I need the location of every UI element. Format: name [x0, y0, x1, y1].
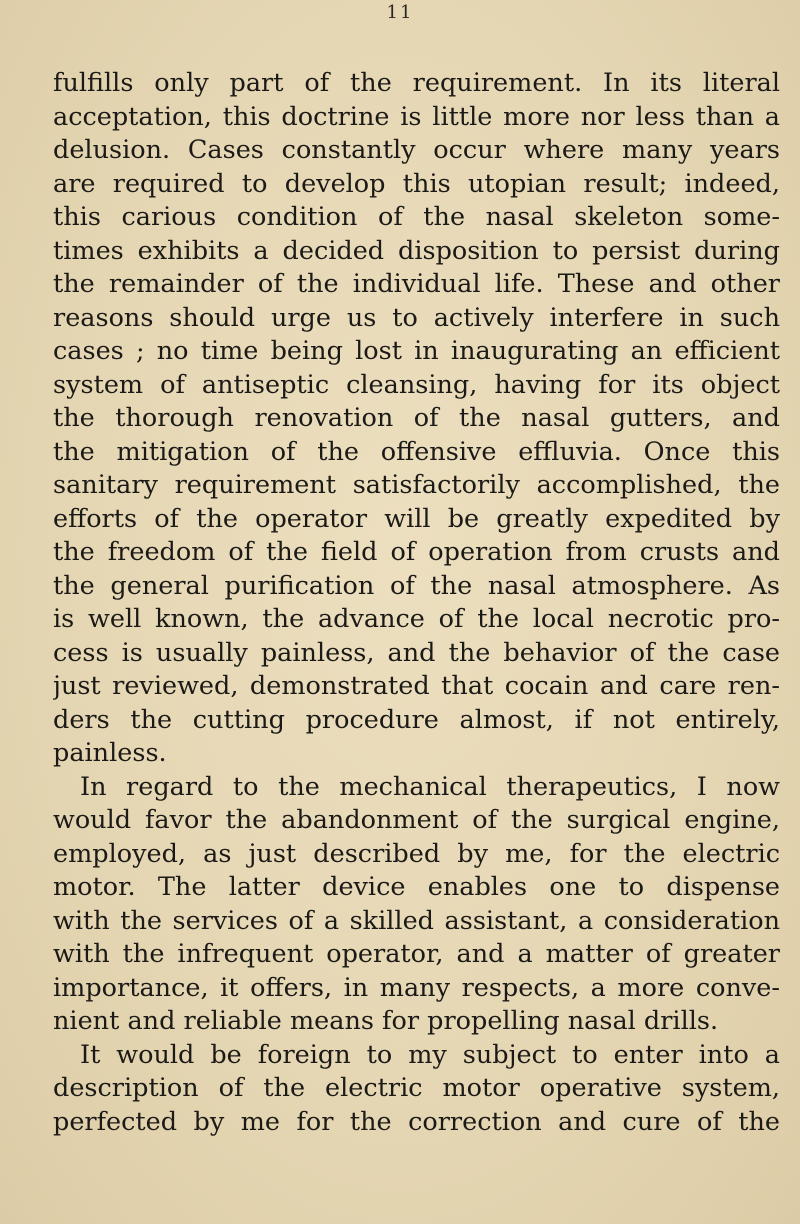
text-line: the freedom of the field of operation from crusts and — [53, 537, 780, 567]
text-line: are required to develop this utopian result; indeed, — [53, 168, 780, 199]
text-line: importance, it offers, in many respects, a more conve- — [53, 972, 780, 1003]
text-line: description of the electric motor operative system, — [53, 1073, 780, 1103]
text-line: reasons should urge us to actively interfere in such — [53, 302, 780, 333]
page-number: 11 — [386, 2, 414, 23]
text-line: this carious condition of the nasal skeleton some- — [53, 202, 780, 232]
text-line: times exhibits a decided disposition to persist during — [53, 235, 780, 266]
text-line: the thorough renovation of the nasal gutters, and — [53, 403, 780, 433]
text-line: would favor the abandonment of the surgical engine, — [53, 805, 780, 835]
text-line: the mitigation of the offensive effluvia. Once this — [53, 436, 780, 467]
text-line: just reviewed, demonstrated that cocain and care ren- — [53, 671, 780, 701]
text-line: cases ; no time being lost in inaugurating an efficient — [53, 336, 780, 366]
text-line: cess is usually painless, and the behavior of the case — [53, 637, 780, 668]
paragraph-start-line: In regard to the mechanical therapeutics, I now — [80, 771, 780, 802]
text-line: with the infrequent operator, and a matter of greater — [53, 939, 780, 969]
text-line: nient and reliable means for propelling nasal drills. — [53, 1006, 719, 1036]
body-text — [53, 67, 780, 1139]
text-line: with the services of a skilled assistant, a consideration — [53, 905, 780, 936]
text-line: system of antiseptic cleansing, having for its object — [53, 369, 780, 400]
text-line: is well known, the advance of the local necrotic pro- — [53, 604, 780, 634]
paragraph-start-line: It would be foreign to my subject to enter into a — [80, 1039, 780, 1070]
text-line: acceptation, this doctrine is little more nor less than a — [53, 101, 780, 132]
text-line: sanitary requirement satisfactorily accomplished, the — [53, 470, 780, 500]
text-line: perfected by me for the correction and cure of the — [53, 1106, 780, 1137]
text-line: fulfills only part of the requirement. In its literal — [53, 68, 780, 98]
text-line: motor. The latter device enables one to dispense — [53, 872, 780, 902]
text-line: efforts of the operator will be greatly expedited by — [53, 503, 780, 534]
text-line: ders the cutting procedure almost, if not entirely, — [53, 704, 780, 735]
text-line: employed, as just described by me, for the electric — [53, 838, 780, 869]
text-line: painless. — [53, 738, 167, 768]
text-line: the remainder of the individual life. These and other — [53, 269, 780, 299]
text-line: the general purification of the nasal atmosphere. As — [53, 570, 780, 601]
text-line: delusion. Cases constantly occur where many years — [53, 135, 780, 165]
